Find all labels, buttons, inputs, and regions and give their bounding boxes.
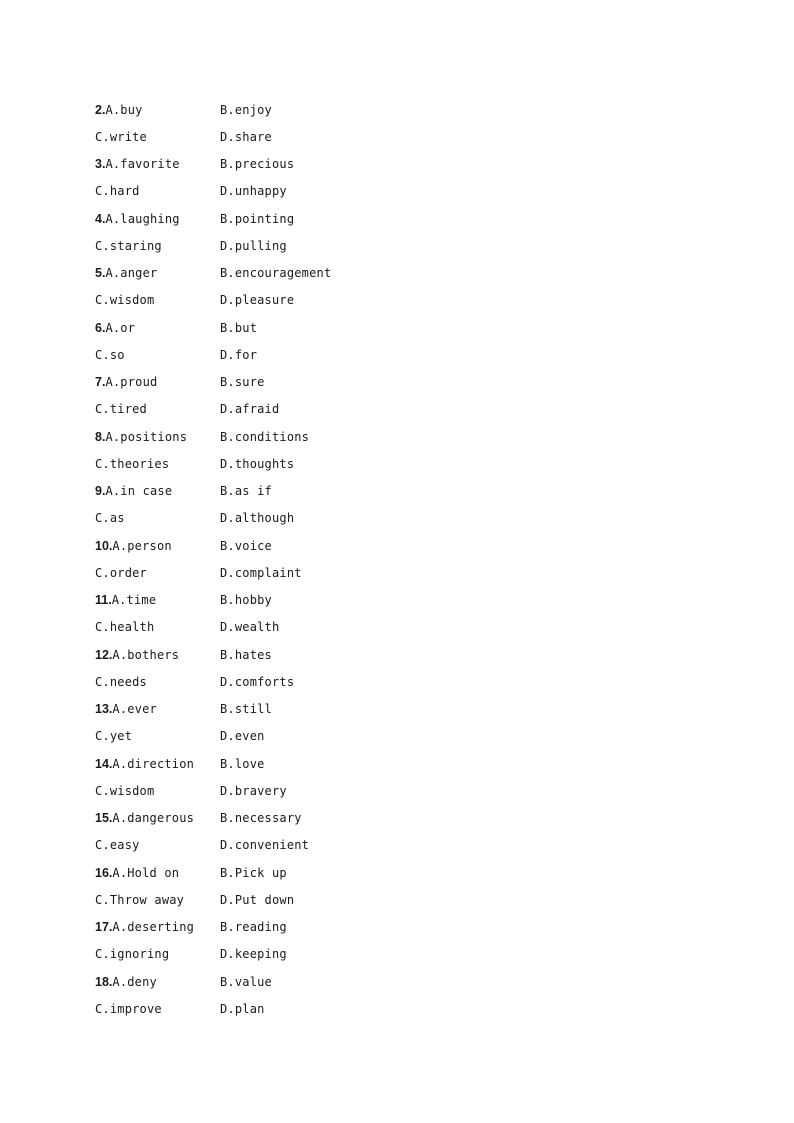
question-row-cd [95,886,615,913]
option-letter: A. [105,211,121,226]
question-number: 3. [95,157,106,172]
option-c-text: as [109,511,125,526]
option-letter: C. [95,184,110,199]
option-d-cell [220,402,615,416]
option-c-text: ignoring [109,947,170,962]
option-letter: B. [220,211,235,226]
question-row-ab [95,532,615,559]
option-a-text: positions [120,429,188,444]
question-row-cd [95,668,615,695]
option-b-text: hates [234,647,272,662]
option-letter: D. [220,238,235,253]
question-row-cd [95,559,615,586]
option-letter: B. [220,593,235,608]
option-c-cell [95,239,220,253]
question-number: 12. [95,647,113,662]
option-b-text: pointing [234,211,295,226]
question-row-cd [95,777,615,804]
question-row-cd [95,123,615,150]
option-letter: B. [220,865,235,880]
option-a-cell [95,484,220,498]
option-letter: A. [105,266,121,281]
option-d-cell [220,130,615,144]
option-b-cell [220,266,615,280]
option-d-text: wealth [234,620,280,635]
option-d-text: afraid [234,402,280,417]
option-d-text: unhappy [234,184,287,199]
option-letter: A. [112,538,128,553]
option-d-text: pulling [234,238,287,253]
option-b-text: encouragement [234,266,332,281]
option-d-text: share [234,129,272,144]
question-row-cd [95,450,615,477]
option-c-cell [95,893,220,907]
option-c-cell [95,838,220,852]
option-a-text: deny [127,974,157,989]
option-a-cell [95,212,220,226]
option-d-cell [220,620,615,634]
option-letter: C. [95,892,110,907]
question-row-ab [95,750,615,777]
question-row-ab [95,968,615,995]
option-b-text: as if [234,484,272,499]
option-d-cell [220,729,615,743]
option-a-cell [95,321,220,335]
option-letter: A. [105,320,121,335]
question-row-ab [95,151,615,178]
option-letter: C. [95,402,110,417]
option-b-text: enjoy [234,102,272,117]
option-b-cell [220,430,615,444]
option-letter: B. [220,647,235,662]
option-c-cell [95,729,220,743]
question-number: 13. [95,702,113,717]
option-letter: D. [220,674,235,689]
option-a-text: Hold on [127,865,180,880]
question-number: 8. [95,429,106,444]
option-letter: B. [220,157,235,172]
question-row-cd [95,178,615,205]
option-letter: D. [220,511,235,526]
option-d-text: complaint [234,565,302,580]
option-b-text: precious [234,157,295,172]
option-letter: C. [95,947,110,962]
question-number: 18. [95,974,113,989]
option-d-text: bravery [234,783,287,798]
option-a-text: proud [120,375,158,390]
option-d-text: for [234,347,258,362]
option-letter: D. [220,184,235,199]
option-a-cell [95,757,220,771]
option-d-text: plan [234,1001,265,1016]
question-number: 5. [95,266,106,281]
option-d-cell [220,457,615,471]
option-letter: D. [220,729,235,744]
option-letter: C. [95,620,110,635]
option-c-text: wisdom [109,783,155,798]
option-letter: C. [95,838,110,853]
option-b-cell [220,811,615,825]
option-d-text: Put down [234,892,295,907]
option-d-cell [220,1002,615,1016]
option-b-cell [220,539,615,553]
question-row-ab [95,260,615,287]
option-a-text: anger [120,266,158,281]
option-letter: D. [220,565,235,580]
option-letter: B. [220,756,235,771]
option-d-cell [220,947,615,961]
option-letter: D. [220,456,235,471]
option-b-cell [220,920,615,934]
option-b-cell [220,702,615,716]
option-c-text: theories [109,456,170,471]
option-c-cell [95,511,220,525]
option-c-text: yet [109,729,133,744]
option-a-text: favorite [120,157,180,172]
option-letter: B. [220,538,235,553]
option-d-cell [220,239,615,253]
option-letter: A. [105,157,121,172]
option-b-cell [220,321,615,335]
option-a-cell [95,975,220,989]
option-c-text: improve [109,1001,162,1016]
option-a-text: in case [120,484,173,499]
option-letter: A. [105,375,121,390]
option-c-cell [95,184,220,198]
option-letter: B. [220,429,235,444]
option-a-cell [95,920,220,934]
option-letter: C. [95,1001,110,1016]
option-a-text: person [127,538,172,553]
option-c-text: Throw away [109,892,185,907]
option-c-cell [95,457,220,471]
option-d-text: comforts [234,674,295,689]
option-letter: C. [95,511,110,526]
option-b-text: hobby [234,593,272,608]
option-d-text: pleasure [234,293,295,308]
option-letter: D. [220,838,235,853]
option-letter: D. [220,620,235,635]
question-row-cd [95,723,615,750]
option-letter: B. [220,920,235,935]
option-letter: B. [220,702,235,717]
option-a-cell [95,157,220,171]
option-letter: A. [112,865,128,880]
question-number: 7. [95,375,106,390]
option-a-text: time [126,593,157,608]
option-a-cell [95,103,220,117]
option-b-text: conditions [234,429,310,444]
option-letter: A. [105,484,121,499]
option-b-text: value [234,974,272,989]
question-row-cd [95,396,615,423]
option-c-text: staring [109,238,162,253]
option-a-text: laughing [120,211,180,226]
question-number: 9. [95,484,106,499]
option-d-text: keeping [234,947,287,962]
option-d-text: even [234,729,265,744]
option-letter: A. [112,702,128,717]
option-letter: A. [112,920,128,935]
option-letter: C. [95,565,110,580]
option-letter: D. [220,347,235,362]
option-d-text: although [234,511,295,526]
question-number: 2. [95,102,106,117]
option-d-cell [220,784,615,798]
option-letter: C. [95,456,110,471]
option-letter: A. [111,593,127,608]
option-letter: A. [112,811,128,826]
option-letter: D. [220,129,235,144]
option-b-text: sure [234,375,265,390]
option-c-cell [95,130,220,144]
option-c-text: write [109,129,147,144]
question-row-ab [95,96,615,123]
option-c-cell [95,1002,220,1016]
option-c-cell [95,620,220,634]
option-a-text: dangerous [127,811,195,826]
option-c-cell [95,566,220,580]
option-c-cell [95,348,220,362]
option-d-cell [220,566,615,580]
question-number: 17. [95,920,113,935]
option-a-text: ever [127,702,157,717]
question-number: 10. [95,538,113,553]
option-d-text: thoughts [234,456,295,471]
option-letter: B. [220,974,235,989]
option-letter: A. [105,102,121,117]
answer-options-list [95,96,615,1023]
option-a-cell [95,375,220,389]
option-b-cell [220,103,615,117]
option-c-text: tired [109,402,147,417]
question-row-cd [95,287,615,314]
option-b-text: but [234,320,258,335]
option-c-cell [95,293,220,307]
option-a-cell [95,866,220,880]
option-a-cell [95,266,220,280]
option-letter: A. [105,429,121,444]
option-letter: B. [220,375,235,390]
option-b-text: reading [234,920,287,935]
option-d-cell [220,348,615,362]
option-b-cell [220,757,615,771]
option-letter: B. [220,102,235,117]
option-c-text: easy [109,838,140,853]
option-a-text: bothers [127,647,180,662]
option-c-cell [95,784,220,798]
option-b-cell [220,866,615,880]
question-row-cd [95,505,615,532]
question-number: 11. [95,593,112,608]
option-d-cell [220,893,615,907]
option-b-cell [220,157,615,171]
option-letter: A. [112,756,128,771]
question-row-cd [95,614,615,641]
option-letter: C. [95,347,110,362]
option-c-cell [95,402,220,416]
option-c-text: so [109,347,125,362]
option-letter: B. [220,320,235,335]
question-row-ab [95,805,615,832]
option-d-text: convenient [234,838,310,853]
option-d-cell [220,184,615,198]
option-letter: B. [220,811,235,826]
option-d-cell [220,838,615,852]
option-b-text: necessary [234,811,302,826]
question-number: 6. [95,320,106,335]
question-row-ab [95,859,615,886]
option-letter: C. [95,293,110,308]
option-letter: A. [112,647,128,662]
option-a-cell [95,593,220,607]
option-b-text: voice [234,538,272,553]
question-row-cd [95,832,615,859]
option-letter: C. [95,783,110,798]
option-c-text: needs [109,674,147,689]
option-letter: D. [220,947,235,962]
option-a-cell [95,430,220,444]
option-a-text: buy [120,102,143,117]
option-c-text: order [109,565,147,580]
option-b-cell [220,212,615,226]
option-d-cell [220,511,615,525]
question-row-ab [95,423,615,450]
question-row-ab [95,314,615,341]
option-c-text: health [109,620,155,635]
question-number: 4. [95,211,106,226]
option-letter: C. [95,238,110,253]
option-b-cell [220,648,615,662]
option-a-text: deserting [127,920,195,935]
option-b-text: love [234,756,265,771]
question-number: 16. [95,865,113,880]
option-letter: C. [95,129,110,144]
option-letter: A. [112,974,128,989]
option-letter: B. [220,266,235,281]
option-c-text: wisdom [109,293,155,308]
question-row-ab [95,369,615,396]
question-number: 15. [95,811,113,826]
option-a-cell [95,811,220,825]
option-a-cell [95,702,220,716]
question-row-ab [95,587,615,614]
question-row-ab [95,641,615,668]
option-a-cell [95,539,220,553]
option-b-cell [220,484,615,498]
option-letter: D. [220,402,235,417]
question-row-cd [95,995,615,1022]
question-row-ab [95,205,615,232]
question-number: 14. [95,756,113,771]
option-b-cell [220,375,615,389]
option-letter: D. [220,1001,235,1016]
option-letter: D. [220,783,235,798]
question-row-ab [95,696,615,723]
option-a-cell [95,648,220,662]
option-a-text: direction [127,756,195,771]
option-letter: D. [220,892,235,907]
option-letter: C. [95,674,110,689]
option-c-cell [95,675,220,689]
option-d-cell [220,293,615,307]
option-b-text: still [234,702,272,717]
option-c-text: hard [109,184,140,199]
option-letter: B. [220,484,235,499]
option-b-text: Pick up [234,865,287,880]
question-row-cd [95,341,615,368]
option-letter: C. [95,729,110,744]
question-row-ab [95,478,615,505]
question-row-ab [95,914,615,941]
option-b-cell [220,975,615,989]
option-letter: D. [220,293,235,308]
option-b-cell [220,593,615,607]
option-d-cell [220,675,615,689]
question-row-cd [95,232,615,259]
question-row-cd [95,941,615,968]
option-c-cell [95,947,220,961]
option-a-text: or [120,320,136,335]
